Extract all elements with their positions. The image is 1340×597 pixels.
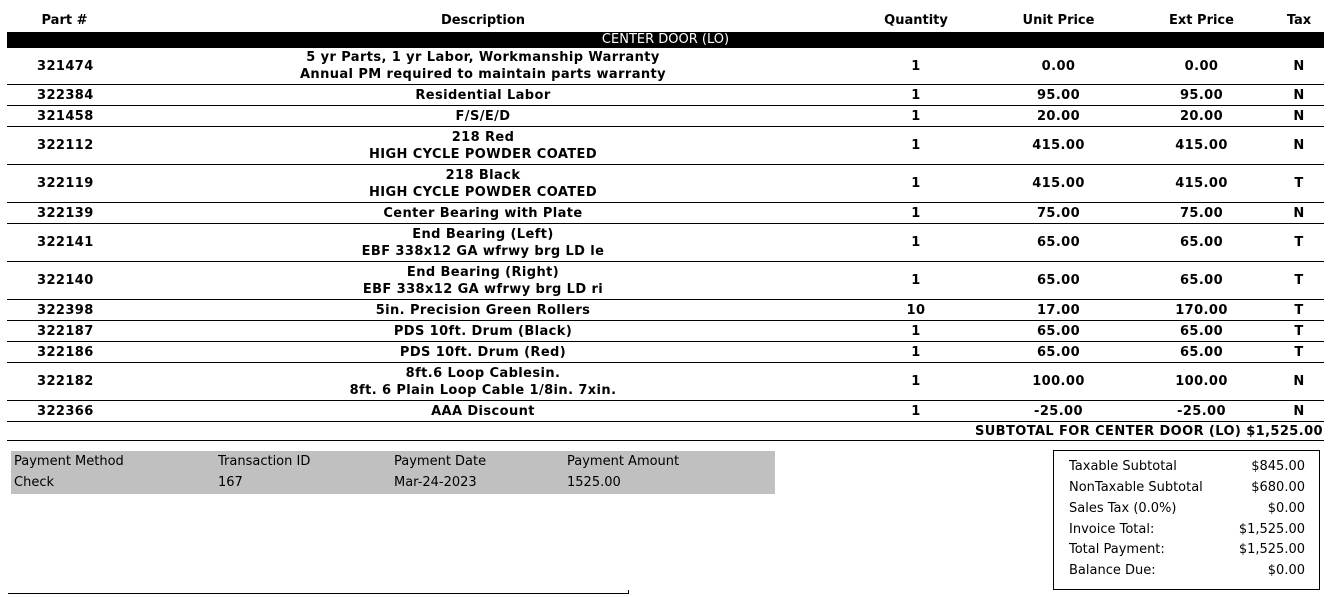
item-description	[122, 165, 844, 203]
subtotal-row	[7, 422, 1324, 441]
description-line: 8ft. 6 Plain Loop Cable 1/8in. 7xin.	[349, 382, 617, 398]
unit-price: 20.00	[988, 106, 1129, 127]
quantity: 1	[844, 401, 988, 422]
section-subtotal: SUBTOTAL FOR CENTER DOOR (LO) $1,525.00	[7, 422, 1324, 441]
quantity: 1	[844, 262, 988, 300]
table-row	[7, 342, 1324, 363]
header-ext-price: Ext Price	[1169, 12, 1234, 28]
part-number: 322139	[7, 203, 122, 224]
unit-price: 65.00	[988, 224, 1129, 262]
line-items-table	[7, 8, 1324, 441]
table-row	[7, 48, 1324, 85]
item-description	[122, 262, 844, 300]
table-row	[7, 363, 1324, 401]
item-description	[122, 127, 844, 165]
description-line: EBF 338x12 GA wfrwy brg LD le	[361, 243, 605, 259]
unit-price: 415.00	[988, 165, 1129, 203]
ext-price: 20.00	[1129, 106, 1274, 127]
ext-price: 65.00	[1129, 224, 1274, 262]
table-row	[7, 262, 1324, 300]
totals-value: $1,525.00	[1238, 542, 1305, 557]
description-line: End Bearing (Right)	[406, 264, 560, 280]
description-line: 218 Black	[445, 167, 521, 183]
totals-row-invoice-total	[1069, 522, 1305, 540]
totals-value: $1,525.00	[1238, 522, 1305, 537]
quantity: 1	[844, 48, 988, 85]
ext-price: 170.00	[1129, 300, 1274, 321]
quantity: 1	[844, 342, 988, 363]
ext-price: 95.00	[1129, 85, 1274, 106]
unit-price: 65.00	[988, 342, 1129, 363]
totals-value: $680.00	[1251, 480, 1305, 495]
description-line: Annual PM required to maintain parts warranty	[299, 67, 667, 82]
header-description: Description	[440, 12, 526, 28]
part-number: 322141	[7, 224, 122, 262]
unit-price: 95.00	[988, 85, 1129, 106]
part-number: 321458	[7, 106, 122, 127]
unit-price: 17.00	[988, 300, 1129, 321]
totals-row-taxable	[1069, 459, 1305, 477]
totals-label: Total Payment:	[1069, 542, 1165, 557]
item-description: Residential Labor	[122, 85, 844, 106]
transaction-id-label: Transaction ID	[218, 454, 311, 469]
item-description	[122, 363, 844, 401]
tax-code: N	[1274, 203, 1324, 224]
totals-box	[1053, 450, 1320, 590]
header-unit-price: Unit Price	[1022, 12, 1095, 28]
item-description: PDS 10ft. Drum (Red)	[122, 342, 844, 363]
part-number: 322182	[7, 363, 122, 401]
part-number: 322187	[7, 321, 122, 342]
part-number: 322140	[7, 262, 122, 300]
totals-value: $845.00	[1251, 459, 1305, 474]
totals-row-balance-due	[1069, 563, 1305, 581]
header-tax: Tax	[1286, 12, 1312, 28]
description-line: 218 Red	[451, 129, 515, 145]
ext-price: 0.00	[1129, 48, 1274, 85]
totals-label: Taxable Subtotal	[1069, 459, 1177, 474]
table-row	[7, 401, 1324, 422]
ext-price: 65.00	[1129, 321, 1274, 342]
tax-code: T	[1274, 342, 1324, 363]
payment-method-value: Check	[14, 475, 54, 490]
unit-price: 65.00	[988, 262, 1129, 300]
totals-row-sales-tax	[1069, 501, 1305, 519]
unit-price: 75.00	[988, 203, 1129, 224]
payment-date-value: Mar-24-2023	[394, 475, 477, 490]
tax-code: N	[1274, 106, 1324, 127]
totals-label: Sales Tax (0.0%)	[1069, 501, 1177, 516]
unit-price: 415.00	[988, 127, 1129, 165]
item-description	[122, 48, 844, 85]
table-header-row	[7, 8, 1324, 32]
table-row	[7, 106, 1324, 127]
tax-code: N	[1274, 401, 1324, 422]
item-description	[122, 224, 844, 262]
tax-code: T	[1274, 224, 1324, 262]
payment-table	[11, 451, 775, 494]
quantity: 1	[844, 106, 988, 127]
section-header-row	[7, 32, 1324, 48]
transaction-id-value: 167	[218, 475, 243, 490]
table-row	[7, 127, 1324, 165]
table-row	[7, 165, 1324, 203]
tax-code: N	[1274, 85, 1324, 106]
quantity: 1	[844, 127, 988, 165]
tax-code: T	[1274, 300, 1324, 321]
description-line: HIGH CYCLE POWDER COATED	[368, 146, 598, 162]
part-number: 322186	[7, 342, 122, 363]
totals-label: NonTaxable Subtotal	[1069, 480, 1203, 495]
item-description: Center Bearing with Plate	[122, 203, 844, 224]
ext-price: 75.00	[1129, 203, 1274, 224]
table-row	[7, 321, 1324, 342]
table-row	[7, 300, 1324, 321]
description-line: End Bearing (Left)	[412, 226, 554, 242]
tax-code: T	[1274, 321, 1324, 342]
quantity: 1	[844, 85, 988, 106]
quantity: 1	[844, 165, 988, 203]
payment-date-label: Payment Date	[394, 454, 487, 469]
description-line: 8ft.6 Loop Cablesin.	[405, 365, 561, 381]
totals-value: $0.00	[1267, 563, 1305, 578]
ext-price: 415.00	[1129, 165, 1274, 203]
ext-price: -25.00	[1129, 401, 1274, 422]
tax-code: N	[1274, 127, 1324, 165]
item-description: PDS 10ft. Drum (Black)	[122, 321, 844, 342]
payment-amount-value: 1525.00	[567, 475, 621, 490]
signature-line-end	[628, 590, 629, 594]
item-description: 5in. Precision Green Rollers	[122, 300, 844, 321]
totals-label: Balance Due:	[1069, 563, 1156, 578]
section-title: CENTER DOOR (LO)	[7, 32, 1324, 48]
part-number: 321474	[7, 48, 122, 85]
part-number: 322398	[7, 300, 122, 321]
quantity: 10	[844, 300, 988, 321]
description-line: 5 yr Parts, 1 yr Labor, Workmanship Warranty	[306, 50, 660, 65]
table-row	[7, 85, 1324, 106]
ext-price: 415.00	[1129, 127, 1274, 165]
part-number: 322366	[7, 401, 122, 422]
unit-price: 65.00	[988, 321, 1129, 342]
tax-code: T	[1274, 262, 1324, 300]
description-line: EBF 338x12 GA wfrwy brg LD ri	[362, 281, 604, 297]
quantity: 1	[844, 321, 988, 342]
unit-price: 100.00	[988, 363, 1129, 401]
part-number: 322112	[7, 127, 122, 165]
totals-value: $0.00	[1267, 501, 1305, 516]
tax-code: N	[1274, 48, 1324, 85]
quantity: 1	[844, 224, 988, 262]
item-description: F/S/E/D	[122, 106, 844, 127]
tax-code: N	[1274, 363, 1324, 401]
totals-row-total-payment	[1069, 542, 1305, 560]
part-number: 322119	[7, 165, 122, 203]
quantity: 1	[844, 363, 988, 401]
signature-line	[8, 593, 629, 594]
totals-label: Invoice Total:	[1069, 522, 1155, 537]
item-description: AAA Discount	[122, 401, 844, 422]
ext-price: 65.00	[1129, 342, 1274, 363]
table-row	[7, 203, 1324, 224]
header-quantity: Quantity	[884, 12, 948, 28]
quantity: 1	[844, 203, 988, 224]
unit-price: 0.00	[988, 48, 1129, 85]
payment-method-label: Payment Method	[14, 454, 124, 469]
description-line: HIGH CYCLE POWDER COATED	[368, 184, 598, 200]
header-part: Part #	[41, 12, 88, 28]
ext-price: 100.00	[1129, 363, 1274, 401]
ext-price: 65.00	[1129, 262, 1274, 300]
tax-code: T	[1274, 165, 1324, 203]
part-number: 322384	[7, 85, 122, 106]
unit-price: -25.00	[988, 401, 1129, 422]
payment-amount-label: Payment Amount	[567, 454, 680, 469]
table-row	[7, 224, 1324, 262]
totals-row-nontaxable	[1069, 480, 1305, 498]
